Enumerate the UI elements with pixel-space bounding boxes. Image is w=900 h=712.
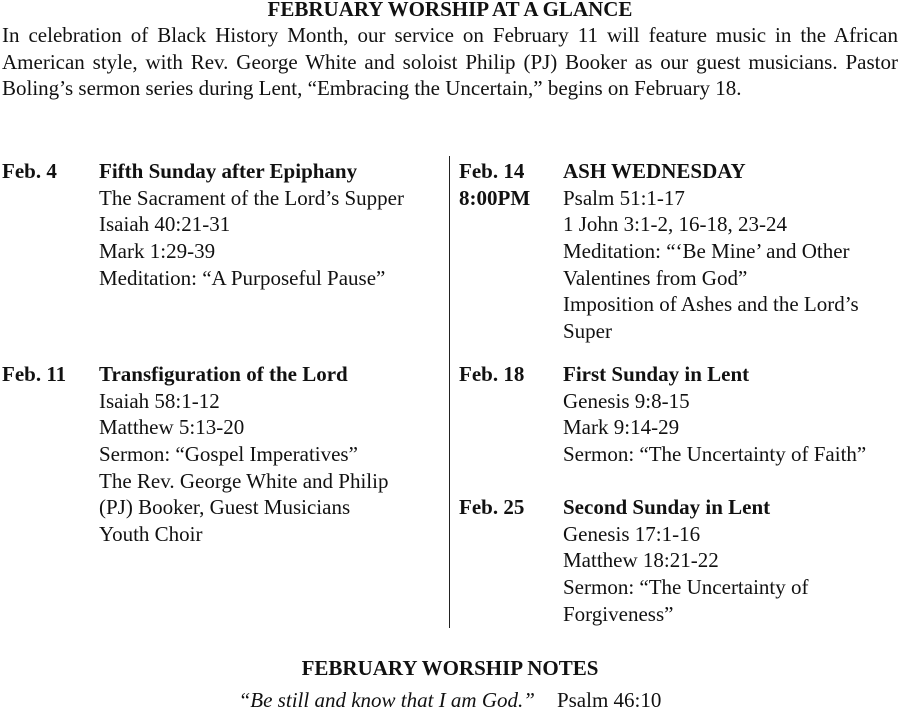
page-title: FEBRUARY WORSHIP AT A GLANCE <box>267 0 633 21</box>
service-line: The Rev. George White and Philip <box>99 468 389 493</box>
service-line: Sermon: “The Uncertainty of Faith” <box>563 442 867 467</box>
entry-content <box>99 158 444 291</box>
service-line: Sermon: “Gospel Imperatives” <box>99 442 358 467</box>
time-line: 8:00PM <box>459 185 531 210</box>
entry-date <box>459 361 524 388</box>
service-line: Matthew 18:21-22 <box>563 548 719 573</box>
verse-quote: “Be still and know that I am God.” <box>238 688 535 712</box>
column-divider <box>449 156 450 628</box>
service-line: Youth Choir <box>99 522 203 547</box>
service-heading: Second Sunday in Lent <box>563 495 771 519</box>
entry-content <box>563 158 898 345</box>
service-line: Isaiah 40:21-31 <box>99 212 231 237</box>
date-line: Feb. 18 <box>459 362 525 386</box>
service-line: (PJ) Booker, Guest Musicians <box>99 495 351 520</box>
service-line: Matthew 5:13-20 <box>99 415 245 440</box>
service-line: The Sacrament of the Lord’s Supper <box>99 185 404 210</box>
service-line: Meditation: “‘Be Mine’ and Other <box>563 239 850 264</box>
service-line: Sermon: “The Uncertainty of <box>563 575 809 600</box>
service-line: Imposition of Ashes and the Lord’s <box>563 292 859 317</box>
entry-date <box>2 158 57 185</box>
service-heading: Transfiguration of the Lord <box>99 362 348 386</box>
entry-date <box>2 361 66 388</box>
date-line: Feb. 14 <box>459 159 525 183</box>
date-line: Feb. 11 <box>2 362 67 386</box>
intro-paragraph: In celebration of Black History Month, our service on February 11 will feature music in the African American style, with Rev. George White and soloist Philip (PJ) Booker as our guest musicians. Pastor Boling’s sermon series during Lent, “Embracing the Uncertain,” begins on February 18. <box>2 23 898 100</box>
service-heading: ASH WEDNESDAY <box>563 159 746 183</box>
service-line: Valentines from God” <box>563 265 748 290</box>
verse-reference: Psalm 46:10 <box>556 688 662 712</box>
scripture-verse <box>0 688 900 712</box>
service-line: Super <box>563 319 612 344</box>
date-line: Feb. 25 <box>459 495 525 519</box>
entry-content <box>563 361 898 468</box>
service-line: Genesis 17:1-16 <box>563 521 701 546</box>
service-line: Mark 1:29-39 <box>99 239 216 264</box>
service-line: 1 John 3:1-2, 16-18, 23-24 <box>563 212 787 237</box>
service-line: Forgiveness” <box>563 601 674 626</box>
service-heading: First Sunday in Lent <box>563 362 750 386</box>
date-line: Feb. 4 <box>2 159 57 183</box>
service-line: Meditation: “A Purposeful Pause” <box>99 265 386 290</box>
service-heading: Fifth Sunday after Epiphany <box>99 159 358 183</box>
service-line: Isaiah 58:1-12 <box>99 388 220 413</box>
service-line: Genesis 9:8-15 <box>563 388 690 413</box>
entry-date <box>459 158 530 211</box>
service-line: Psalm 51:1-17 <box>563 185 685 210</box>
service-line: Mark 9:14-29 <box>563 415 680 440</box>
entry-content <box>563 494 898 627</box>
entry-content <box>99 361 444 548</box>
entry-date <box>459 494 524 521</box>
notes-title: FEBRUARY WORSHIP NOTES <box>301 656 599 680</box>
